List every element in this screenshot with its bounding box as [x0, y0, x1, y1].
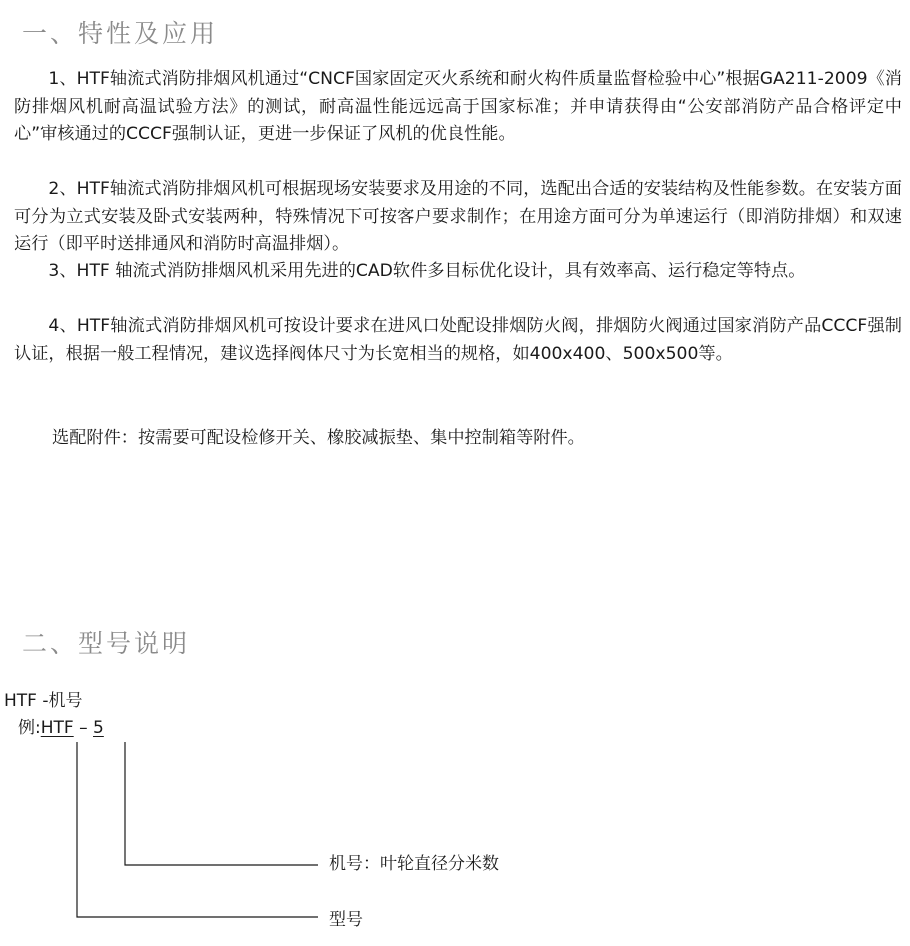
- model-type-description: 型号: [329, 910, 363, 930]
- paragraph-1: 1、HTF轴流式消防排烟风机通过“CNCF国家固定灭火系统和耐火构件质量监督检验中心”根据GA211-2009《消防排烟风机耐高温试验方法》的测试，耐高温性能远远高于国家标准；并申请获得由“公安部消防产品合格评定中心”审核通过的CCCF强制认证，更进一步保证了风机的优良性能。: [14, 69, 902, 144]
- paragraph-2: 2、HTF轴流式消防排烟风机可根据现场安装要求及用途的不同，选配出合适的安装结构及性能参数。在安装方面可分为立式安装及卧式安装两种，特殊情况下可按客户要求制作；在用途方面可分为单速运行（即消防排烟）和双速运行（即平时送排通风和消防时高温排烟）。: [14, 179, 902, 254]
- model-number-description: 机号：叶轮直径分米数: [329, 854, 499, 874]
- paragraph-3: 3、HTF 轴流式消防排烟风机采用先进的CAD软件多目标优化设计，具有效率高、运行稳定等特点。: [48, 261, 806, 281]
- connector-type: [77, 742, 318, 917]
- accessories-text: 选配附件：按需要可配设检修开关、橡胶减振垫、集中控制箱等附件。: [52, 428, 585, 448]
- example-number: 5: [93, 718, 104, 738]
- section-title-features: 一、特性及应用: [22, 19, 219, 48]
- section-title-model: 二、型号说明: [22, 629, 191, 658]
- model-example: [18, 717, 104, 739]
- example-prefix: 例:: [18, 718, 41, 738]
- model-label: HTF -机号: [4, 691, 83, 711]
- example-series: HTF: [40, 718, 74, 738]
- paragraph-4: 4、HTF轴流式消防排烟风机可按设计要求在进风口处配设排烟防火阀，排烟防火阀通过国家消防产品CCCF强制认证，根据一般工程情况，建议选择阀体尺寸为长宽相当的规格，如400x400、500x500等。: [14, 316, 902, 364]
- connector-number: [125, 742, 318, 865]
- example-separator: –: [73, 718, 93, 738]
